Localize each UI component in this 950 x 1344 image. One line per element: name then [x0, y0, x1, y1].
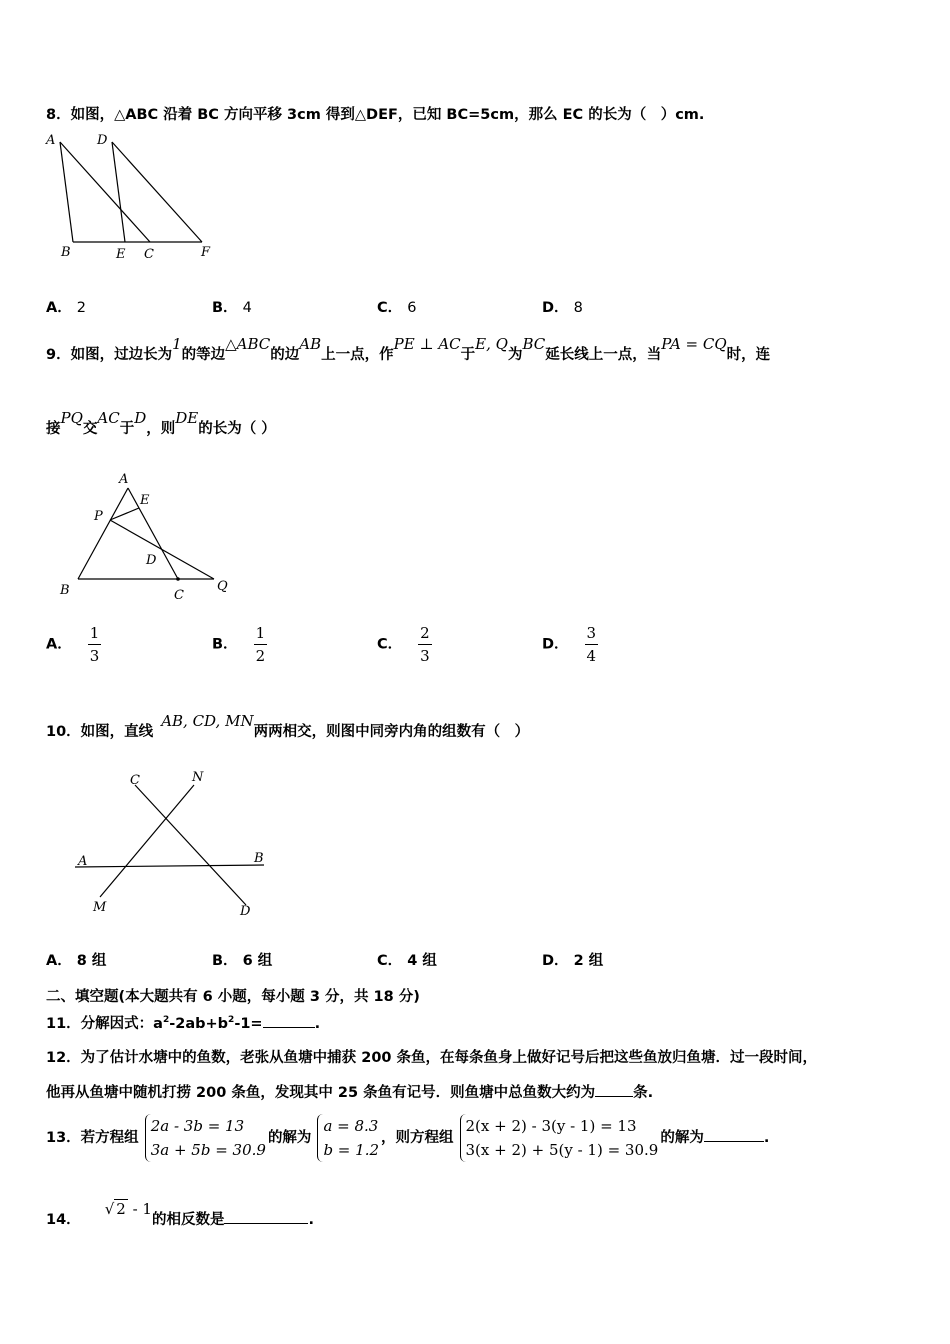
- q10-label-b: B: [254, 851, 264, 866]
- q8-label-e: E: [116, 247, 126, 262]
- q9-label-d: D: [146, 553, 157, 568]
- q9-label-q: Q: [217, 579, 228, 594]
- q9-label-b: B: [60, 583, 70, 598]
- q9-option-d[interactable]: D． $\frac{3}{4}$: [542, 624, 597, 665]
- q8-label-c: C: [144, 247, 154, 262]
- q9-label-c: C: [174, 588, 184, 603]
- q9-segment-pq: [110, 520, 214, 579]
- q14-stem: 14．√ 2 - 1的相反数是 .: [46, 1200, 314, 1228]
- q10-option-b[interactable]: B． 6 组: [212, 953, 273, 969]
- q14-sqrt-expression: √ 2 - 1: [104, 1200, 152, 1218]
- q10-stem: 10．如图，直线AB, CD, MN两两相交，则图中同旁内角的组数有（ ）: [46, 712, 530, 740]
- q8-label-f: F: [201, 245, 211, 260]
- q10-label-n: N: [192, 770, 204, 785]
- q9-label-a: A: [119, 472, 129, 487]
- q9-label-p: P: [94, 509, 103, 524]
- q11-stem: 11．分解因式：$a^2-2ab+b^2-1=$ .: [46, 1015, 321, 1032]
- q10-label-d: D: [240, 904, 251, 919]
- q8-segment-ab: [60, 142, 73, 242]
- q10-option-d[interactable]: D． 2 组: [542, 953, 604, 969]
- q9-segment-ab: [78, 488, 128, 579]
- q10-label-m: M: [93, 900, 107, 915]
- q8-option-c[interactable]: C． 6: [377, 300, 417, 316]
- q12-stem-line2: 他再从鱼塘中随机打捞 200 条鱼，发现其中 25 条鱼有记号．则鱼塘中总鱼数大约为 条.: [46, 1085, 654, 1101]
- q12-stem-line1: 12．为了估计水塘中的鱼数，老张从鱼塘中捕获 200 条鱼，在每条鱼身上做好记号后把这些鱼放归鱼塘．过一段时间，: [46, 1050, 818, 1066]
- q9-option-b[interactable]: B． $\frac{1}{2}$: [212, 624, 266, 665]
- q9-option-c[interactable]: C． $\frac{2}{3}$: [377, 624, 430, 665]
- q8-option-b[interactable]: B． 4: [212, 300, 252, 316]
- q8-segment-ac: [60, 142, 150, 242]
- q8-stem: 8．如图，△ABC 沿着 BC 方向平移 3cm 得到△DEF，已知 BC=5cm，那么 EC 的长为（ ）cm.: [46, 107, 705, 123]
- q13-answer-blank[interactable]: [704, 1141, 764, 1142]
- q11-answer-blank[interactable]: [263, 1027, 315, 1028]
- q8-segment-de: [112, 142, 125, 242]
- q8-label-a: A: [46, 133, 56, 148]
- q10-line-cd: [135, 785, 246, 905]
- q9-figure: [50, 468, 240, 608]
- q8-option-a[interactable]: A． 2: [46, 300, 87, 316]
- q10-label-a: A: [78, 854, 88, 869]
- q8-segment-df: [112, 142, 202, 242]
- q10-line-mn: [100, 785, 194, 897]
- q10-line-ab: [75, 865, 264, 867]
- q9-option-a[interactable]: A． $\frac{1}{3}$: [46, 624, 100, 665]
- q8-label-b: B: [61, 245, 71, 260]
- q13-system-1: 2a - 3b = 13 3a + 5b = 30.9: [145, 1114, 266, 1162]
- q9-label-e: E: [140, 493, 150, 508]
- q10-label-c: C: [130, 773, 140, 788]
- section-2-heading: 二、填空题(本大题共有 6 小题，每小题 3 分，共 18 分): [46, 989, 420, 1005]
- q9-stem-line1: 9．如图，过边长为1的等边△ABC的边AB上一点，作PE ⊥ AC于E, Q为BC延长线上一点，当PA = CQ时，连: [46, 335, 771, 363]
- q9-stem-line2: 接PQ交AC于D，则DE的长为（ ）: [46, 409, 276, 437]
- q13-system-2: a = 8.3 b = 1.2: [317, 1114, 379, 1162]
- q10-figure: [60, 765, 280, 925]
- q9-point-c: [176, 577, 180, 581]
- q13-stem: 13．若方程组 2a - 3b = 13 3a + 5b = 30.9 的解为 a = 8.3 b = 1.2 ，则方程组 2(x + 2) - 3(y - 1) = 13 3(x + 2) + 5(y - 1) = 30.9 的解为 .: [46, 1114, 769, 1162]
- q8-figure: [40, 128, 230, 268]
- q8-option-d[interactable]: D． 8: [542, 300, 583, 316]
- q8-label-d: D: [97, 133, 108, 148]
- q10-option-a[interactable]: A． 8 组: [46, 953, 107, 969]
- q10-option-c[interactable]: C． 4 组: [377, 953, 437, 969]
- q12-answer-blank[interactable]: [595, 1096, 633, 1097]
- q14-answer-blank[interactable]: [224, 1223, 308, 1224]
- q13-system-3: 2(x + 2) - 3(y - 1) = 13 3(x + 2) + 5(y - 1) = 30.9: [460, 1114, 659, 1162]
